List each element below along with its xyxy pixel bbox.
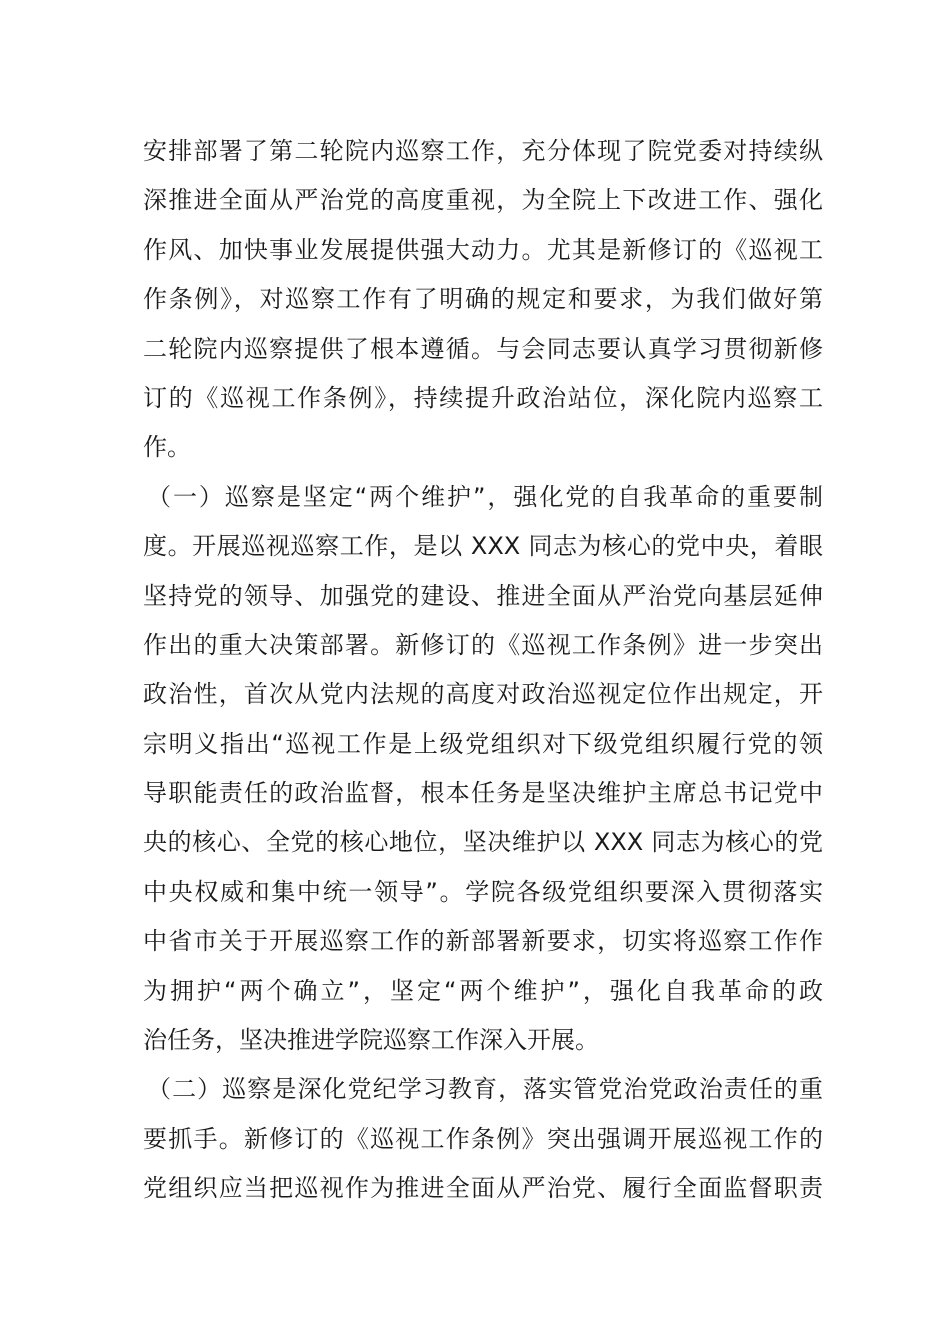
text-line: 安排部署了第二轮院内巡察工作，充分体现了院党委对持续纵 (143, 137, 823, 165)
text-line: 中央权威和集中统一领导”。学院各级党组织要深入贯彻落实 (143, 877, 823, 906)
text-line: 党组织应当把巡视作为推进全面从严治党、履行全面监督职责 (143, 1174, 823, 1203)
document-body (143, 127, 823, 1214)
text-line: （二）巡察是深化党纪学习教育，落实管党治党政治责任的重 (147, 1075, 823, 1104)
text-line: 作条例》，对巡察工作有了明确的规定和要求，为我们做好第 (143, 285, 823, 314)
text-line: 作。 (143, 433, 191, 462)
text-line: 度。开展巡视巡察工作，是以 XXX 同志为核心的党中央，着眼 (143, 532, 823, 561)
text-line: 二轮院内巡察提供了根本遵循。与会同志要认真学习贯彻新修 (143, 334, 823, 363)
text-line: 订的《巡视工作条例》，持续提升政治站位，深化院内巡察工 (143, 383, 823, 412)
text-line: 为拥护“两个确立”，坚定“两个维护”，强化自我革命的政 (143, 976, 823, 1005)
text-line: 作出的重大决策部署。新修订的《巡视工作条例》进一步突出 (143, 630, 823, 659)
text-line: 央的核心、全党的核心地位，坚决维护以 XXX 同志为核心的党 (143, 828, 823, 857)
text-line: 宗明义指出“巡视工作是上级党组织对下级党组织履行党的领 (143, 729, 823, 758)
paragraph (143, 473, 823, 1066)
paragraph (143, 127, 823, 473)
text-line: 政治性，首次从党内法规的高度对政治巡视定位作出规定，开 (143, 680, 823, 709)
text-line: 中省市关于开展巡察工作的新部署新要求，切实将巡察工作作 (143, 927, 823, 956)
text-line: 治任务，坚决推进学院巡察工作深入开展。 (143, 1026, 599, 1055)
text-line: 导职能责任的政治监督，根本任务是坚决维护主席总书记党中 (143, 779, 823, 808)
text-line: 深推进全面从严治党的高度重视，为全院上下改进工作、强化 (143, 186, 823, 215)
text-line: 坚持党的领导、加强党的建设、推进全面从严治党向基层延伸 (143, 581, 823, 610)
paragraph (143, 1065, 823, 1213)
text-line: （一）巡察是坚定“两个维护”，强化党的自我革命的重要制 (147, 482, 823, 511)
text-line: 作风、加快事业发展提供强大动力。尤其是新修订的《巡视工 (143, 235, 823, 264)
text-line: 要抓手。新修订的《巡视工作条例》突出强调开展巡视工作的 (143, 1124, 823, 1153)
